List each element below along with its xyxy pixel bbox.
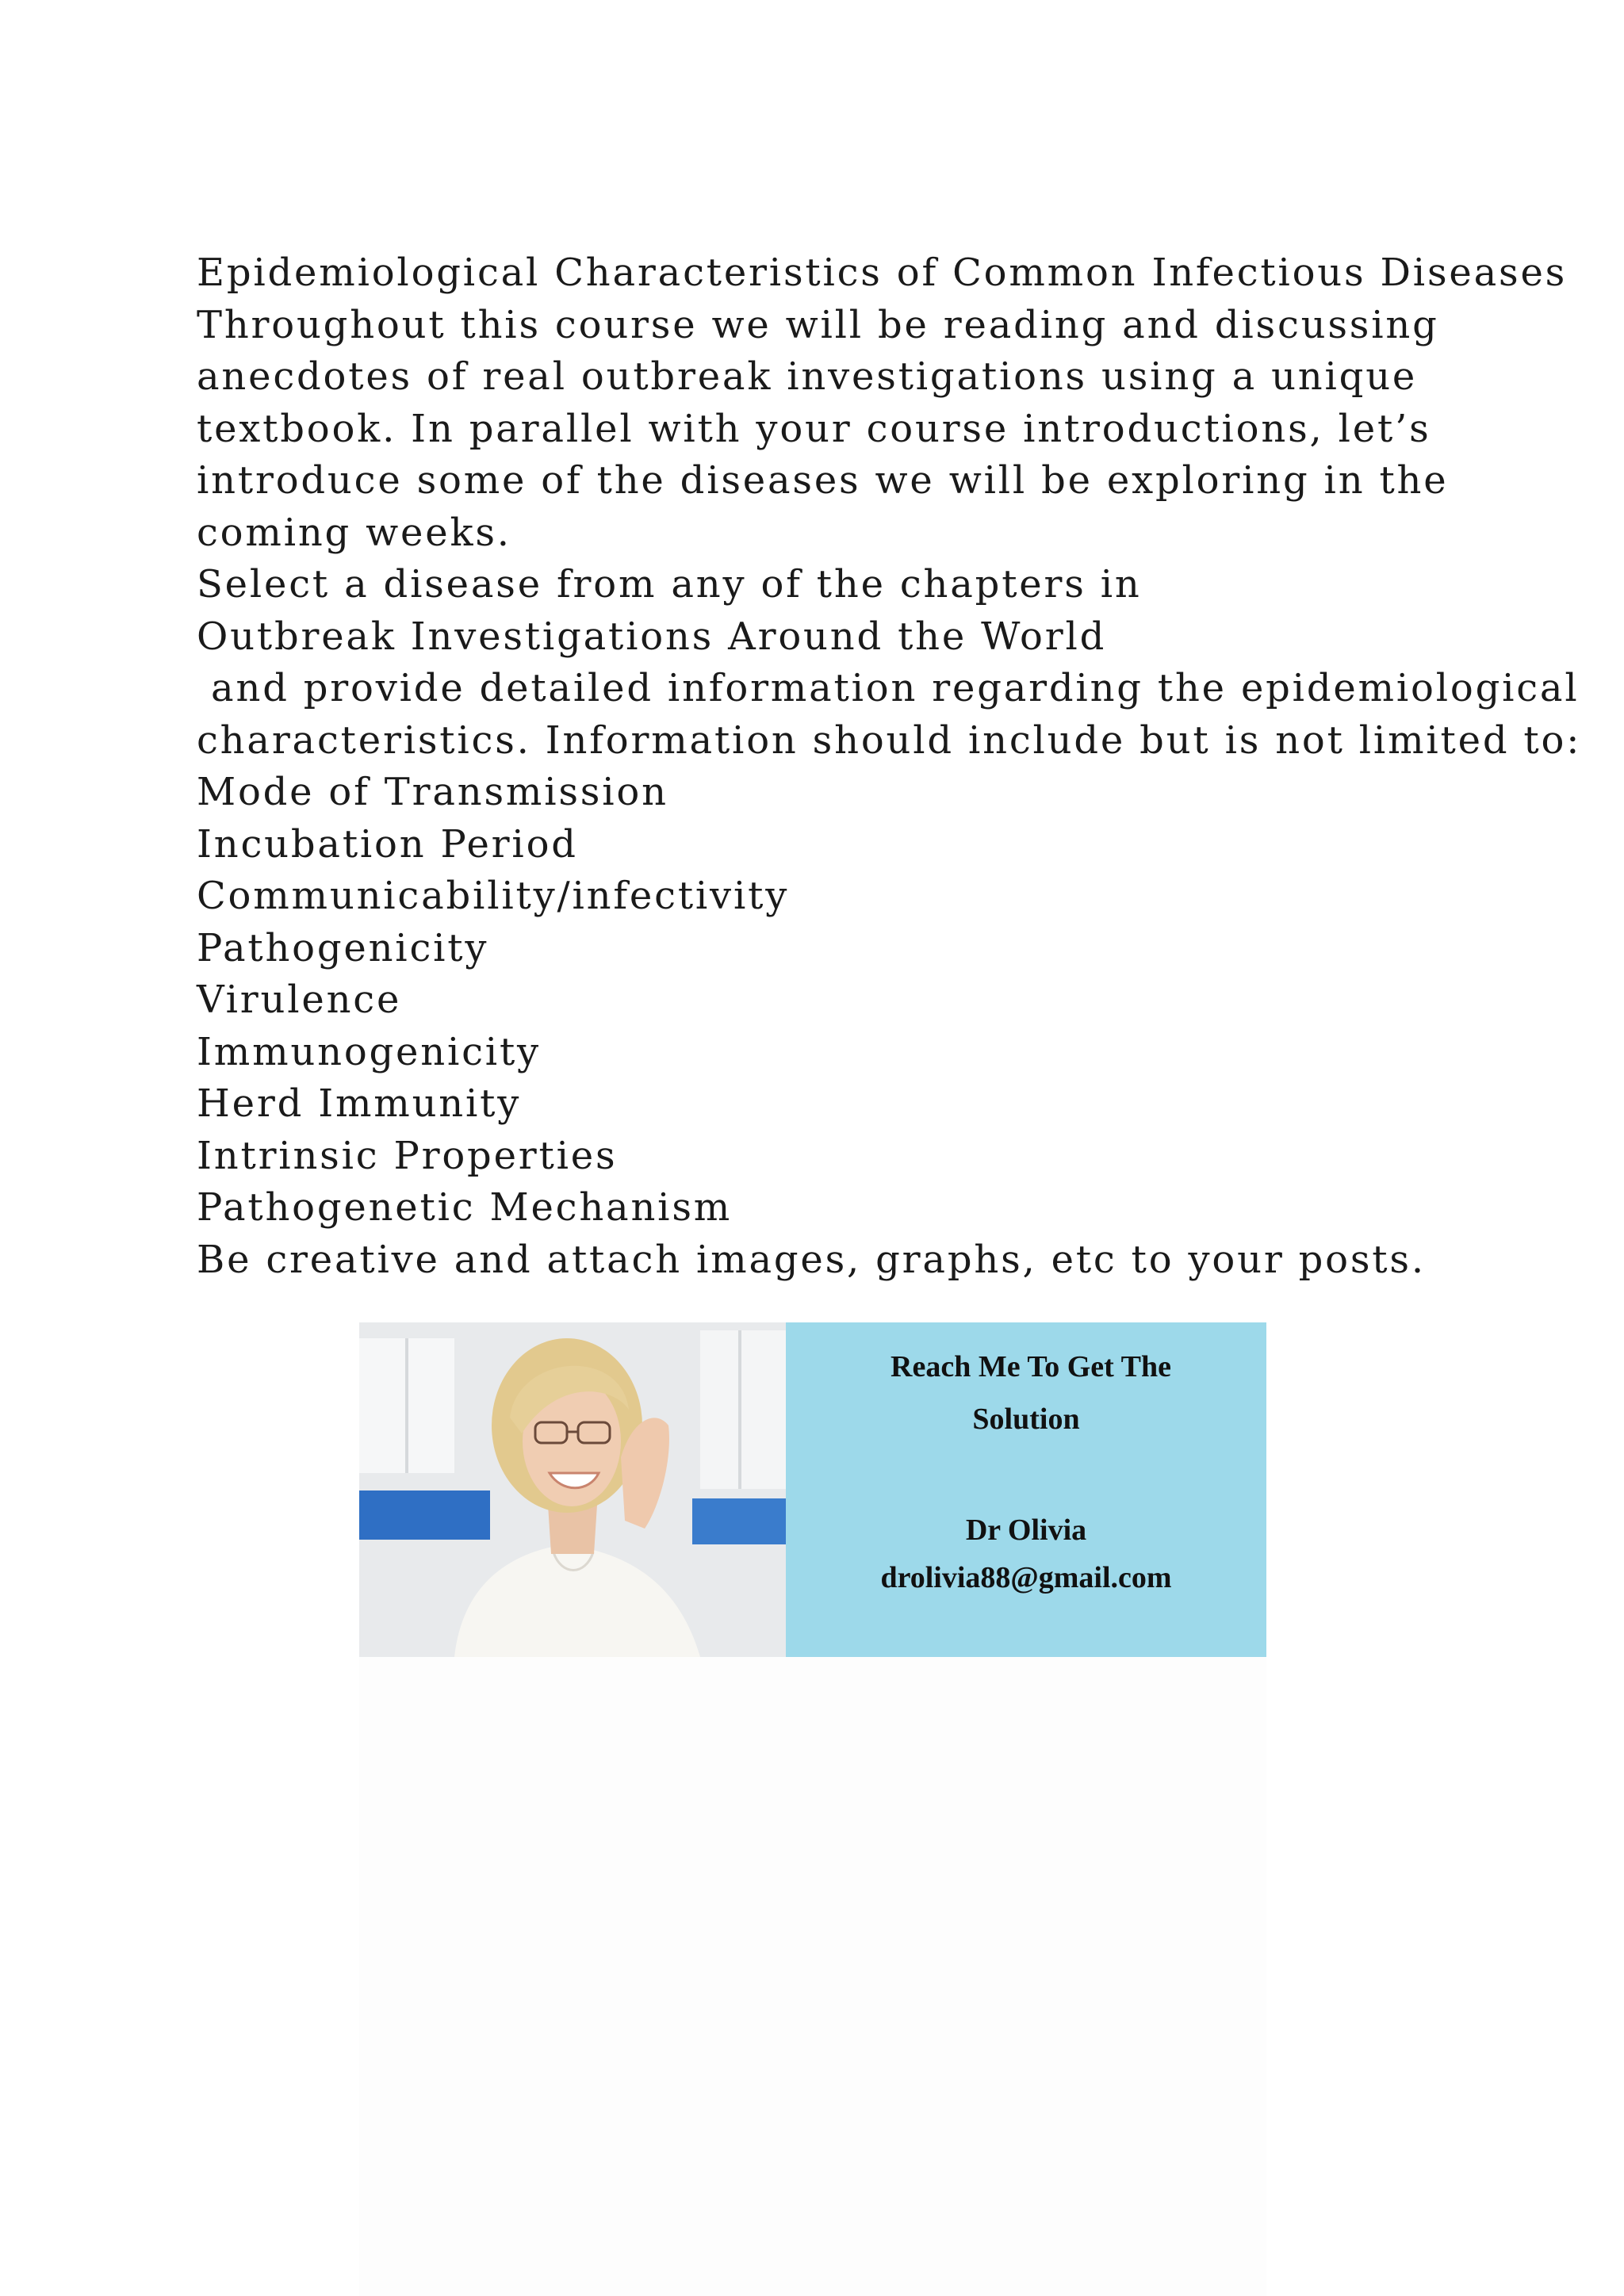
- list-item: Mode of Transmission: [197, 770, 668, 814]
- paragraph-line: characteristics. Information should include but is not limited to:: [197, 718, 1582, 763]
- contact-name: Dr Olivia: [965, 1513, 1087, 1547]
- card-heading-line2: Solution: [972, 1402, 1080, 1436]
- list-item: Pathogenetic Mechanism: [197, 1185, 733, 1230]
- blank-image-area: [359, 1657, 1266, 2296]
- book-title: Outbreak Investigations Around the World: [197, 614, 1107, 659]
- photo-illustration: [359, 1322, 786, 1657]
- paragraph-line: Select a disease from any of the chapters in: [197, 562, 1142, 607]
- card-heading-line1: Reach Me To Get The: [891, 1350, 1171, 1383]
- paragraph-line: introduce some of the diseases we will be exploring in the: [197, 458, 1449, 503]
- contact-email: drolivia88@gmail.com: [880, 1561, 1172, 1594]
- list-item: Herd Immunity: [197, 1081, 522, 1126]
- contact-banner: [359, 1322, 1266, 1657]
- list-item: Communicability/infectivity: [197, 874, 790, 918]
- document-title: Epidemiological Characteristics of Common Infectious Diseases: [197, 251, 1568, 295]
- document-body: [197, 247, 1608, 1286]
- woman-photo: [359, 1322, 786, 1657]
- list-item: Intrinsic Properties: [197, 1133, 618, 1178]
- paragraph-line: textbook. In parallel with your course introductions, let’s: [197, 406, 1431, 451]
- contact-card: [786, 1322, 1266, 1657]
- list-item: Incubation Period: [197, 821, 578, 867]
- list-item: Pathogenicity: [197, 925, 489, 970]
- paragraph-line: Throughout this course we will be reading and discussing: [197, 302, 1439, 347]
- closing-line: Be creative and attach images, graphs, etc to your posts.: [197, 1237, 1426, 1282]
- paragraph-line: and provide detailed information regarding the epidemiological: [197, 666, 1580, 710]
- list-item: Immunogenicity: [197, 1029, 541, 1074]
- paragraph-line: coming weeks.: [197, 510, 511, 555]
- paragraph-line: anecdotes of real outbreak investigations using a unique: [197, 354, 1418, 399]
- list-item: Virulence: [197, 978, 402, 1022]
